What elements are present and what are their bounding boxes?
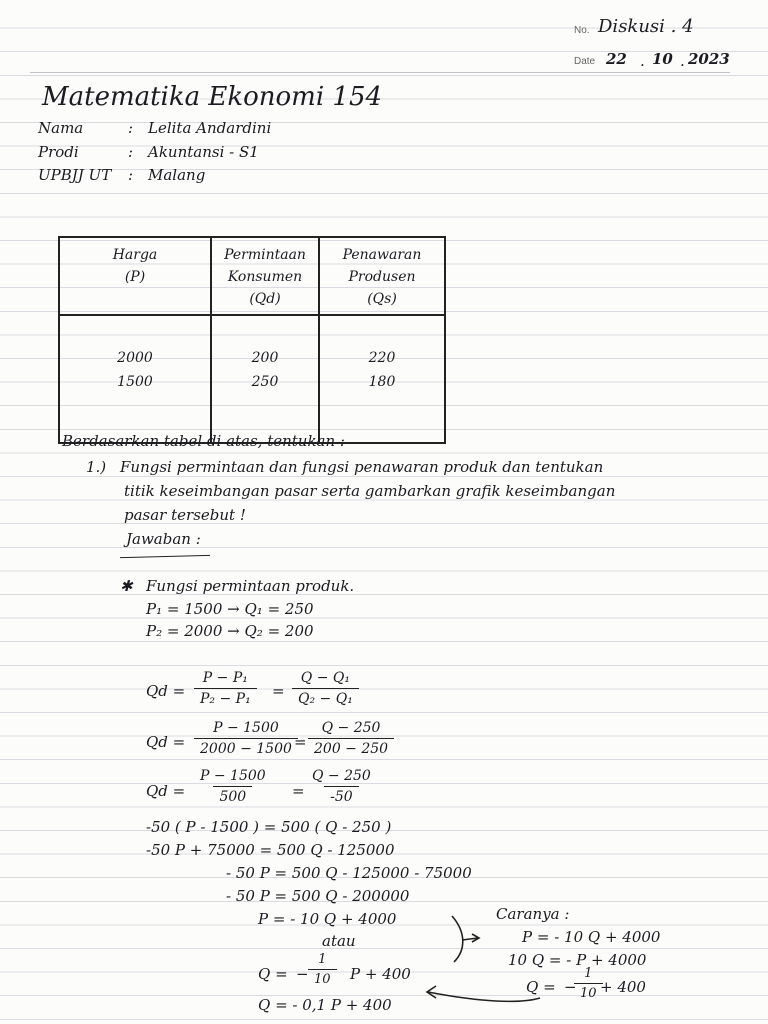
point-line: P₁ = 1500 → Q₁ = 250 bbox=[146, 600, 314, 618]
header-line: Harga bbox=[112, 247, 158, 263]
no-value: Diskusi . 4 bbox=[598, 16, 694, 37]
fraction-numerator: P − P₁ bbox=[202, 670, 248, 686]
question-line: titik keseimbangan pasar serta gambarkan grafik keseimbangan bbox=[124, 482, 616, 500]
side-line: P = - 10 Q + 4000 bbox=[522, 928, 661, 946]
table-cell-value: 2000 bbox=[117, 350, 153, 366]
answer-label: Jawaban : bbox=[126, 530, 201, 548]
fraction-numerator: P − 1500 bbox=[213, 720, 279, 736]
equals-sign: = bbox=[294, 733, 307, 751]
fraction-denominator: -50 bbox=[324, 786, 359, 805]
date-month: 10 bbox=[652, 50, 673, 68]
side-rhs: + 400 bbox=[600, 978, 646, 996]
identity-value-prodi: Akuntansi - S1 bbox=[148, 143, 259, 161]
header-line: (Qd) bbox=[249, 291, 281, 307]
q-lhs: Q = bbox=[258, 965, 288, 983]
table-cell-value: 200 bbox=[251, 350, 279, 366]
question-line: pasar tersebut ! bbox=[124, 506, 246, 524]
fraction-denominator: 10 bbox=[574, 983, 603, 1001]
step-line: - 50 P = 500 Q - 200000 bbox=[226, 887, 410, 905]
side-sign: − bbox=[564, 978, 577, 996]
q-rhs: P + 400 bbox=[350, 965, 411, 983]
date-year: 2023 bbox=[688, 50, 730, 68]
date-sep-1: . bbox=[640, 52, 645, 70]
table-cell-value: 250 bbox=[251, 374, 279, 390]
identity-sep: : bbox=[128, 119, 134, 137]
date-day: 22 bbox=[606, 50, 627, 68]
header-line: Penawaran bbox=[342, 247, 422, 263]
header-line: (P) bbox=[124, 269, 146, 285]
table-cell-value: 180 bbox=[368, 374, 396, 390]
date-sep-2: . bbox=[680, 52, 685, 70]
no-label: No. bbox=[574, 25, 590, 36]
formula-lhs: Qd = bbox=[146, 682, 186, 700]
table-cell-value: 220 bbox=[368, 350, 396, 366]
instruction-text: Berdasarkan tabel di atas, tentukan : bbox=[62, 432, 345, 450]
question-number: 1.) bbox=[86, 458, 107, 476]
equals-sign: = bbox=[292, 782, 305, 800]
fraction-denominator: P₂ − P₁ bbox=[194, 688, 257, 707]
fraction-denominator: Q₂ − Q₁ bbox=[292, 688, 359, 707]
page-title: Matematika Ekonomi 154 bbox=[42, 82, 383, 112]
fraction-denominator: 500 bbox=[213, 786, 252, 805]
fraction-denominator: 200 − 250 bbox=[308, 738, 394, 757]
identity-label-prodi: Prodi bbox=[38, 143, 79, 161]
question-line: Fungsi permintaan dan fungsi penawaran produk dan tentukan bbox=[120, 458, 604, 476]
atau-text: atau bbox=[322, 932, 356, 950]
step-line: - 50 P = 500 Q - 125000 - 75000 bbox=[226, 864, 472, 882]
left-arrow-icon bbox=[428, 992, 540, 1001]
header-line: Produsen bbox=[348, 269, 416, 285]
fraction-numerator: 1 bbox=[318, 952, 327, 967]
header-line: Permintaan bbox=[224, 247, 306, 263]
identity-sep: : bbox=[128, 166, 134, 184]
formula-lhs: Qd = bbox=[146, 782, 186, 800]
table-cell-value: 1500 bbox=[117, 374, 153, 390]
brace-curve bbox=[452, 916, 463, 962]
equals-sign: = bbox=[272, 682, 285, 700]
fraction-denominator: 2000 − 1500 bbox=[194, 738, 298, 757]
step-line: -50 P + 75000 = 500 Q - 125000 bbox=[146, 841, 395, 859]
side-lhs: Q = bbox=[526, 978, 556, 996]
q-sign: − bbox=[296, 965, 309, 983]
fraction-numerator: Q − Q₁ bbox=[300, 670, 350, 686]
fraction-numerator: 1 bbox=[584, 966, 593, 981]
side-title: Caranya : bbox=[496, 905, 570, 923]
date-label: Date bbox=[574, 56, 596, 67]
bullet-star-icon: ✱ bbox=[120, 577, 133, 595]
step-line: -50 ( P - 1500 ) = 500 ( Q - 250 ) bbox=[146, 818, 392, 836]
formula-lhs: Qd = bbox=[146, 733, 186, 751]
final-equation: Q = - 0,1 P + 400 bbox=[258, 996, 392, 1014]
identity-value-upbjj: Malang bbox=[148, 166, 206, 184]
side-line: 10 Q = - P + 4000 bbox=[508, 951, 647, 969]
identity-label-nama: Nama bbox=[38, 119, 84, 137]
identity-value-nama: Lelita Andardini bbox=[148, 119, 272, 137]
fraction-numerator: P − 1500 bbox=[200, 768, 266, 784]
point-line: P₂ = 2000 → Q₂ = 200 bbox=[146, 622, 314, 640]
header-line: Konsumen bbox=[227, 269, 303, 285]
step-line: P = - 10 Q + 4000 bbox=[258, 910, 397, 928]
identity-label-upbjj: UPBJJ UT bbox=[38, 166, 112, 184]
fraction-denominator: 10 bbox=[308, 969, 337, 987]
identity-sep: : bbox=[128, 143, 134, 161]
header-line: (Qs) bbox=[367, 291, 397, 307]
fraction-numerator: Q − 250 bbox=[321, 720, 381, 736]
fraction-numerator: Q − 250 bbox=[312, 768, 371, 784]
section-title: Fungsi permintaan produk. bbox=[146, 577, 355, 595]
